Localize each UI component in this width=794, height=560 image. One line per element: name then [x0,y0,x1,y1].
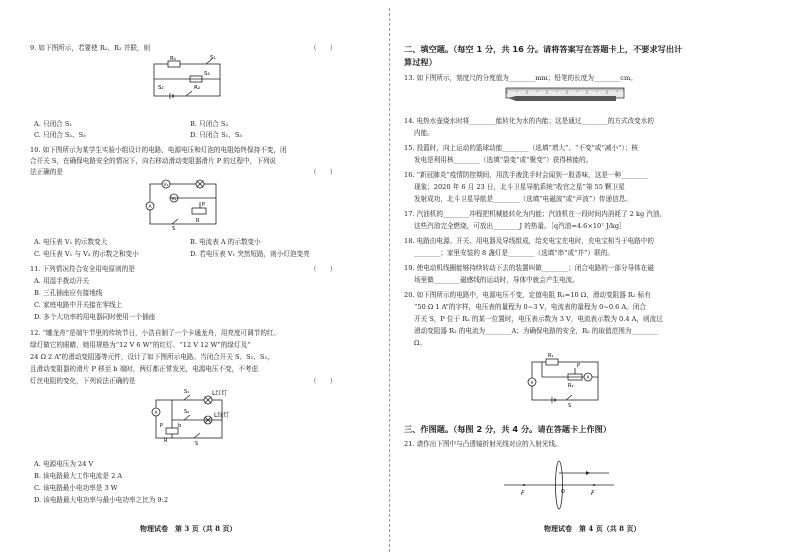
q12-stem-line4: 且滑动变阻器的滑片 P 移至 b 端时，两灯都正常发光，电源电压不变，不考虑 [30,365,259,373]
q19-line2: 场里做________磁感线的运动时，导体中就会产生电流。 [414,276,579,284]
q10-bracket: （ ） [310,168,337,176]
q20-line1: 20. 如下图所示的电路中，电源电压不变，定值电阻 R₁=10 Ω，滑动变阻器 R₂ 标有 [404,291,651,299]
q11-option-d: D. 多个大功率的用电器同时使用一个插座 [34,313,156,321]
q12-option-a: A. 电源电压为 24 V [34,460,94,468]
q10-circuit-diagram [144,178,224,230]
q9-option-b: B. 只闭合 S₂ [190,120,229,128]
q10-label-s: S [172,226,176,232]
q12-option-c: C. 该电路最小电功率是 3 W [34,484,118,492]
q20-line4: 滑动变阻器 R₂ 的电流为________A；为确保电路的安全，R₂ 的取值范围为________ [414,327,658,335]
q18-line1: 18. 电路由电源、开关、用电器及导线组成，给充电宝充电时，充电宝相当于电路中的 [404,237,654,245]
page-divider [389,8,390,552]
q9-label-r1: R₁ [170,56,177,62]
q17-line1: 17. 汽油机的________冲程把机械能转化为内能；汽油机在一段时间内消耗了 2 kg 汽油， [404,210,667,218]
q13-ruler-diagram [506,86,624,106]
q18-line2: ________；家里安装的 8 盏灯是________（选填“串”或“并”）联的。 [414,249,614,257]
q10-stem-line1: 10. 如下图所示为某学生实验小组设计的电路，电源电压和灯泡的电阻始终保持不变，闭 [30,146,287,154]
q10-label-p: P [202,202,206,208]
q9-label-r2: R₂ [194,85,201,91]
q16-line2: 现象；2020 年 6 月 23 日，北斗卫星导航系统“收官之星”第 55 颗卫星 [414,183,625,191]
q10-option-a: A. 电压表 V₁ 的示数变大 [34,238,108,246]
q16-line1: 16. “新冠肺炎”疫情防控期间，用洗手液洗手时会闻到一股香味，这是一种________ [404,171,648,179]
q10-stem-line2: 合开关 S，在确保电路安全的情况下，向右移动滑动变阻器滑片 P 的过程中，下列说 [30,157,277,165]
q12-label-s: S [195,441,199,447]
q11-option-a: A. 用湿手拨动开关 [34,277,90,285]
q16-line3: 发射成功，北斗卫星导航是________（选填“电磁波”或“声波”）传递信息。 [414,195,632,203]
q12-stem-line2: 绿灯做它的眼睛，她用规格为“12 V 6 W”的红灯、“12 V 12 W”的绿灯及“ [30,341,251,349]
left-page [0,0,386,560]
q9-label-s1: S₁ [210,55,216,61]
section2-heading: 二、填空题。（每空 1 分，共 16 分。请将答案写在答题卡上，不要求写出计 [404,44,683,54]
q21-lens-diagram [504,455,614,511]
q14-line1: 14. 电热水壶烧水时将________能转化为水的内能；这是通过________的方式改变水的 [404,117,654,125]
q12-label-a: A [154,411,158,416]
section2-heading-cont: 算过程） [404,57,437,67]
q11-stem: 11. 下列情况符合安全用电原则的是 [30,265,135,273]
q12-stem-line3: 24 Ω 2 A”的滑动变阻器等元件，设计了如下图所示电路。当闭合开关 S、S₁、S₂， [30,353,274,361]
q9-circuit-diagram [150,56,230,102]
q14-line2: 内能。 [414,129,434,137]
q10-label-v1: V₁ [163,183,169,188]
left-page-footer: 物理试卷 第 3 页（共 8 页） [140,524,237,533]
q9-option-d: D. 只闭合 S₁、S₃ [190,131,243,139]
q11-option-b: B. 三孔插座应有接地线 [34,289,103,297]
q15-line2: 发电是利用核________（选填“裂变”或“聚变”）获得核能的。 [414,156,593,164]
q12-label-b: b [178,423,182,429]
q10-option-d: D. 若电压表 V₁ 突然短路，则小灯泡变亮 [190,250,310,258]
q15-line1: 15. 投篮时，向上运动的篮球动能________（选填“增大”、“不变”或“减小”）；核 [404,144,638,152]
q20-line2: “50 Ω 1 A”的字样，电压表的量程为 0~3 V，电流表的量程为 0~0.6 A。闭合 [414,303,646,311]
q20-line5: Ω。 [414,339,427,347]
q20-line3: 开关 S，P 位于 R₂ 的某一位置时，电压表示数为 3 V，电流表示数为 0.4 A，则流过 [414,315,663,323]
q20-label-p: P [577,363,581,369]
q20-label-r2: R₂ [568,383,574,389]
q21-label-o: O [561,489,565,495]
q20-label-v: V [530,381,534,386]
q21-text: 21. 请作出下图中与凸透镜折射光线对应的入射光线。 [404,440,562,448]
q10-label-v2: V₂ [171,197,177,202]
q12-circuit-diagram [150,388,250,448]
q12-label-s2: S₂ [184,409,190,415]
q11-option-c: C. 家庭电路中开关接在零线上 [34,301,123,309]
q11-bracket: （ ） [310,265,337,273]
q21-label-focus-left: F [521,490,525,497]
q9-label-s2: S₂ [158,85,164,91]
q12-stem-line1: 12. “雕龙舟”是端午节里的传统节日，小浩自制了一个卡通龙舟，用亮度可调节的红、 [30,329,281,337]
q20-label-a: A [586,376,590,381]
q12-label-r: R [164,438,168,444]
q10-option-b: B. 电流表 A 的示数变小 [190,238,261,246]
q9-option-c: C. 只闭合 S₂、S₃ [34,131,86,139]
q10-label-a: A [148,205,152,210]
right-page [394,0,794,560]
right-page-footer: 物理试卷 第 4 页（共 8 页） [544,524,641,533]
q12-label-p: P [160,423,164,429]
q12-label-s1: S₁ [184,389,190,395]
q20-circuit-diagram [522,352,612,408]
q12-option-d: D. 该电路最大电功率与最小电功率之比为 9:2 [34,496,169,504]
q10-stem-line3: 法正确的是 [30,168,63,176]
q17-line2: 这些汽油完全燃烧，可放出________J 的热量。［q汽油=4.6×10⁷ J/kg］ [414,222,626,230]
q12-bracket: （ ） [310,377,337,385]
q12-label-red-lamp: L红灯 [212,390,228,397]
q12-label-green-lamp: L绿灯 [214,412,230,419]
q9-label-s3: S₃ [204,71,210,77]
q13-text: 13. 如下图所示，刻度尺的分度值为________mm；铅笔的长度为________cm。 [404,74,637,82]
q9-option-a: A. 只闭合 S₁ [34,120,72,128]
q10-label-r: R [196,218,200,224]
q10-option-c: C. 电压表 V₁ 与 V₂ 的示数之和变小 [34,250,139,258]
section3-heading: 三、作图题。（每图 2 分，共 4 分。请在答题卡上作图） [404,424,612,434]
q21-label-focus-right: F [591,490,595,497]
q20-label-r1: R₁ [548,353,554,359]
q12-stem-line5: 灯丝电阻的变化，下列说法正确的是 [30,377,136,385]
q20-label-s: S [568,403,572,409]
q9-stem: 9. 如下图所示，若要使 R₁、R₂ 并联，则 [30,44,151,52]
q9-bracket: （ ） [310,44,337,52]
q19-line1: 19. 使电动机线圈能够持续转动下去的装置叫做________；闭合电路的一部分导体在磁 [404,264,654,272]
q12-option-b: B. 该电路最大工作电流是 2 A [34,472,123,480]
